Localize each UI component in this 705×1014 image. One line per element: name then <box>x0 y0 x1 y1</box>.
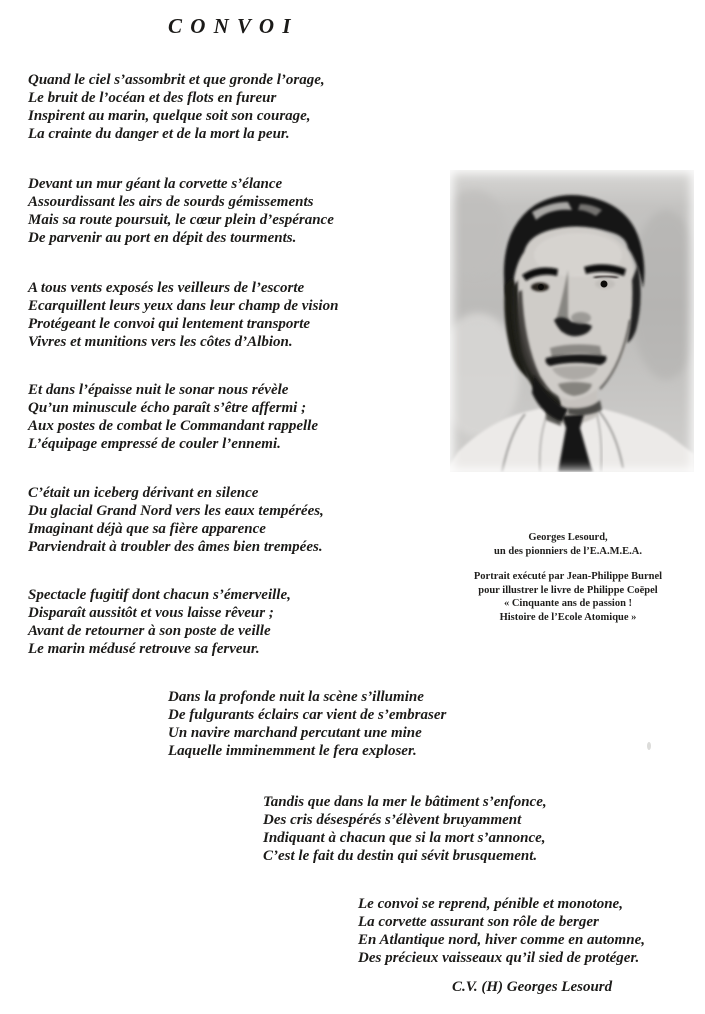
page-title: C O N V O I <box>167 14 293 38</box>
poem-line: La crainte du danger et de la mort la peur. <box>28 126 290 142</box>
portrait-sketch-drawing <box>450 170 694 472</box>
poem-stanza-2 <box>28 175 334 247</box>
poem-line: En Atlantique nord, hiver comme en automne, <box>358 932 645 948</box>
poem-line: Spectacle fugitif dont chacun s’émerveille, <box>28 587 291 603</box>
poem-line: Inspirent au marin, quelque soit son courage, <box>28 108 311 124</box>
poem-line: C’était un iceberg dérivant en silence <box>28 485 259 501</box>
poem-line: L’équipage empressé de couler l’ennemi. <box>28 436 281 452</box>
poem-line: Le convoi se reprend, pénible et monotone, <box>358 896 623 912</box>
poem-line: Des précieux vaisseaux qu’il sied de protéger. <box>358 950 640 966</box>
portrait-caption-role: un des pionniers de l’E.A.M.E.A. <box>494 545 642 557</box>
portrait-credit-line: pour illustrer le livre de Philippe Coëpel <box>478 584 658 596</box>
poem-line: Vivres et munitions vers les côtes d’Albion. <box>28 334 293 350</box>
portrait-sketch-image <box>450 170 694 472</box>
poem-line: La corvette assurant son rôle de berger <box>358 914 599 930</box>
poem-line: Qu’un minuscule écho paraît s’être affermi ; <box>28 400 307 416</box>
poem-stanza-7 <box>168 688 446 760</box>
poem-line: Des cris désespérés s’élèvent bruyamment <box>263 812 522 828</box>
poem-line: Le bruit de l’océan et des flots en fureur <box>28 90 277 106</box>
poem-line: Le marin médusé retrouve sa ferveur. <box>28 641 260 657</box>
poem-line: Protégeant le convoi qui lentement transporte <box>28 316 311 332</box>
poem-line: Dans la profonde nuit la scène s’illumine <box>168 689 424 705</box>
poem-line: Quand le ciel s’assombrit et que gronde l’orage, <box>28 72 325 88</box>
poem-line: Devant un mur géant la corvette s’élance <box>28 176 283 192</box>
scan-artifact-speck <box>647 742 651 750</box>
poem-stanza-6 <box>28 586 291 658</box>
poem-line: Un navire marchand percutant une mine <box>168 725 422 741</box>
poem-line: Aux postes de combat le Commandant rappelle <box>28 418 319 434</box>
poem-stanza-1 <box>28 71 325 143</box>
poem-line: Et dans l’épaisse nuit le sonar nous révèle <box>28 382 289 398</box>
portrait-credit-line: « Cinquante ans de passion ! <box>503 598 633 609</box>
poem-line: Laquelle imminemment le fera exploser. <box>168 743 417 759</box>
poem-stanza-4 <box>28 381 318 453</box>
poem-line: Disparaît aussitôt et vous laisse rêveur ; <box>28 605 274 621</box>
poem-line: Tandis que dans la mer le bâtiment s’enfonce, <box>263 794 547 810</box>
poem-line: Assourdissant les airs de sourds gémissements <box>28 194 314 210</box>
poem-stanza-8 <box>263 793 547 865</box>
poem-line: Ecarquillent leurs yeux dans leur champ de vision <box>28 298 339 314</box>
poem-line: C’est le fait du destin qui sévit brusquement. <box>263 848 538 864</box>
poem-line: Parviendrait à troubler des âmes bien trempées. <box>28 539 323 555</box>
poem-line: De fulgurants éclairs car vient de s’embraser <box>168 707 447 723</box>
portrait-credit <box>437 570 699 624</box>
poem-stanza-9 <box>358 895 645 967</box>
poem-line: Mais sa route poursuit, le cœur plein d’espérance <box>28 212 334 228</box>
portrait-caption <box>437 531 699 558</box>
author-signature: C.V. (H) Georges Lesourd <box>452 979 613 995</box>
poem-line: De parvenir au port en dépit des tourments. <box>28 230 297 246</box>
portrait-credit-line: Portrait exécuté par Jean-Philippe Burnel <box>473 571 663 582</box>
poem-line: Imaginant déjà que sa fière apparence <box>28 521 266 537</box>
poem-stanza-5 <box>28 484 324 556</box>
portrait-caption-name: Georges Lesourd, <box>528 532 608 543</box>
poem-line: A tous vents exposés les veilleurs de l’escorte <box>28 280 305 296</box>
poem-line: Avant de retourner à son poste de veille <box>28 623 271 639</box>
poem-stanza-3 <box>28 279 338 351</box>
poem-line: Du glacial Grand Nord vers les eaux tempérées, <box>28 503 324 519</box>
portrait-credit-line: Histoire de l’Ecole Atomique » <box>499 611 637 623</box>
poem-line: Indiquant à chacun que si la mort s’annonce, <box>263 830 546 846</box>
